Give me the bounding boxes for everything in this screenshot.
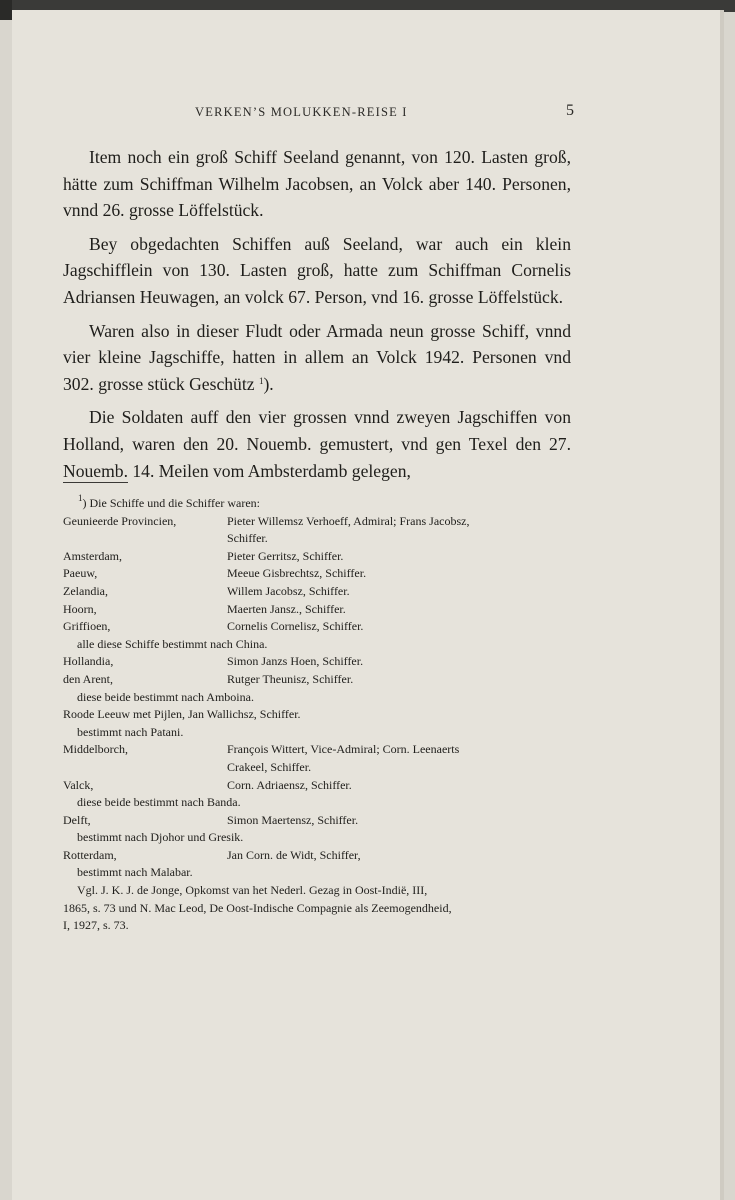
paragraph-3-end: ). (263, 373, 274, 394)
ship-captain (227, 513, 571, 531)
ship-place: Hollandia, (63, 654, 114, 669)
ship-place: Griffioen, (63, 619, 111, 634)
ship-place: Amsterdam, (63, 548, 122, 563)
ship-row (63, 565, 571, 583)
ship-row (63, 847, 571, 865)
ship-row (63, 671, 571, 689)
reference-line: 1865, s. 73 und N. Mac Leod, De Oost-Indische Compagnie als Zeemogendheid, (63, 900, 452, 915)
ship-captain: Corn. Adriaensz, Schiffer. (227, 777, 352, 792)
ship-captain: Pieter Gerritsz, Schiffer. (227, 548, 344, 563)
reference-line: I, 1927, s. 73. (63, 918, 129, 933)
ship-place: Geunieerde Provincien, (63, 513, 177, 528)
ship-captain: Rutger Theunisz, Schiffer. (227, 671, 354, 686)
running-head: VERKEN’S MOLUKKEN-REISE I (195, 105, 408, 119)
footnote-marker: 1 (78, 493, 83, 503)
ship-place: Zelandia, (63, 583, 108, 598)
paragraph-2: Bey obgedachten Schiffen auß Seeland, war auch ein klein Jagschifflein von 130. Lasten groß, hatte zum Schiffman Cornelis Adriansen Heuwagen, an volck 67. Person, vnd 16. grosse Löffelstück. (63, 233, 571, 307)
ship-destination: diese beide bestimmt nach Banda. (77, 795, 241, 810)
ship-captain: Maerten Jansz., Schiffer. (227, 601, 346, 616)
footnote-ref-marker: 1 (258, 375, 264, 386)
ship-row (63, 601, 571, 619)
page-edge (720, 10, 724, 1200)
ship-place: Paeuw, (63, 566, 98, 581)
ship-place: Valck, (63, 777, 94, 792)
ship-place: den Arent, (63, 671, 113, 686)
ship-captain: Meeue Gisbrechtsz, Schiffer. (227, 566, 367, 581)
ship-place: Delft, (63, 812, 91, 827)
ship-captain: François Wittert, Vice-Admiral; Corn. Leenaerts (227, 742, 460, 757)
ship-row (63, 618, 571, 636)
ship-destination: diese beide bestimmt nach Amboina. (77, 689, 254, 704)
footnote-intro-text: ) Die Schiffe und die Schiffer waren: (82, 496, 260, 510)
ship-continuation: Schiffer. (227, 531, 268, 546)
ship-row (63, 812, 571, 830)
ship-destination: bestimmt nach Patani. (77, 724, 184, 739)
ship-destination: bestimmt nach Malabar. (77, 865, 193, 880)
reference-line: Vgl. J. K. J. de Jonge, Opkomst van het Nederl. Gezag in Oost-Indië, III, (77, 883, 428, 898)
footnote-reference (63, 882, 571, 935)
footnote-intro (63, 495, 571, 513)
ship-destination: bestimmt nach Djohor und Gresik. (77, 830, 244, 845)
ship-row (63, 777, 571, 795)
ship-place: Hoorn, (63, 601, 97, 616)
paragraph-1: Item noch ein groß Schiff Seeland genannt, von 120. Lasten groß, hätte zum Schiffman Wilhelm Jacobsen, an Volck aber 140. Personen, vnnd 26. grosse Löffelstück. (63, 147, 571, 221)
captain-text: Pieter Willemsz Verhoeff, Admiral; Frans Jacobsz, (227, 513, 470, 528)
ship-place: Rotterdam, (63, 847, 117, 862)
ship-row: Roode Leeuw met Pijlen, Jan Wallichsz, Schiffer. (63, 707, 301, 722)
footnotes (63, 495, 571, 935)
ship-captain: Cornelis Cornelisz, Schiffer. (227, 619, 364, 634)
ship-captain: Simon Maertensz, Schiffer. (227, 812, 359, 827)
footnote-rule (63, 482, 128, 483)
ship-row (63, 653, 571, 671)
ship-captain: Jan Corn. de Widt, Schiffer, (227, 847, 361, 862)
ship-place: Middelborch, (63, 742, 128, 757)
ship-captain: Willem Jacobsz, Schiffer. (227, 583, 350, 598)
paragraph-3-text: Waren also in dieser Fludt oder Armada neun grosse Schiff, vnnd vier kleine Jagschiffe, hatten in allem an Volck 1942. Personen vnd 302. grosse stück Geschütz (63, 320, 571, 394)
paragraph-4: Die Soldaten auff den vier grossen vnnd zweyen Jagschiffen von Holland, waren den 20. Nouemb. gemustert, vnd gen Texel den 27. Nouemb. 14. Meilen vom Ambsterdamb gelegen, (63, 407, 571, 481)
ship-destination: alle diese Schiffe bestimmt nach China. (77, 636, 268, 651)
scan-corner (0, 0, 12, 20)
ship-continuation: Crakeel, Schiffer. (227, 759, 312, 774)
ship-row (63, 583, 571, 601)
ship-row (63, 741, 571, 759)
page-number: 5 (566, 102, 574, 119)
ship-row (63, 548, 571, 566)
ship-row (63, 513, 571, 531)
ship-captain: Simon Janzs Hoen, Schiffer. (227, 654, 364, 669)
paragraph-3 (63, 318, 571, 398)
body-text (63, 144, 571, 491)
